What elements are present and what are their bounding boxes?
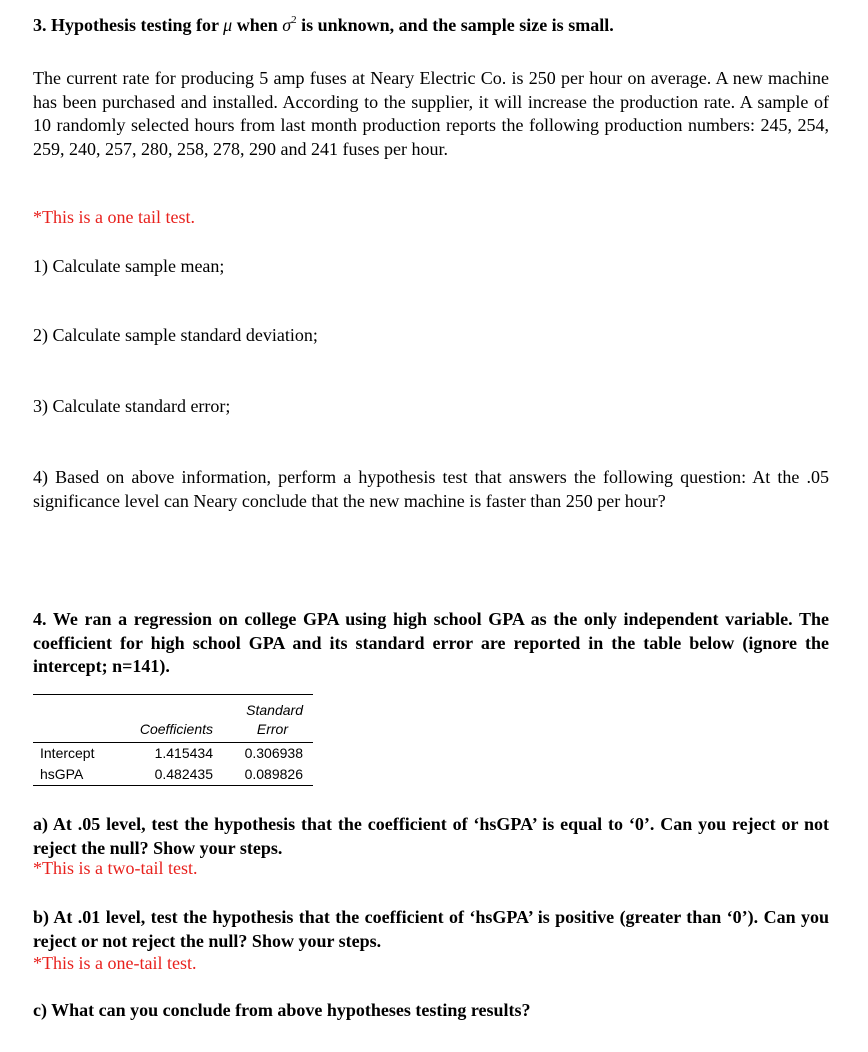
q3-title-when: when: [236, 15, 278, 35]
q3-item-1: 1) Calculate sample mean;: [33, 256, 225, 276]
table-top-rule: [33, 694, 313, 695]
q4-part-c: c) What can you conclude from above hypotheses testing results?: [33, 1000, 531, 1020]
table-bottom-rule: [33, 785, 313, 786]
mu-symbol: μ: [223, 15, 233, 35]
q3-title: [33, 15, 614, 36]
row-se-intercept: 0.306938: [244, 745, 303, 761]
header-coefficients: Coefficients: [139, 721, 213, 737]
regression-table: [33, 694, 313, 789]
q4-part-b-note: *This is a one-tail test.: [33, 953, 197, 973]
table-header-rule: [33, 742, 313, 743]
sigma-symbol: σ: [282, 15, 292, 35]
row-se-hsgpa: 0.089826: [244, 766, 303, 782]
q3-title-prefix: 3. Hypothesis testing for: [33, 15, 219, 35]
row-label-intercept: Intercept: [40, 745, 95, 761]
row-coef-intercept: 1.415434: [154, 745, 213, 761]
row-label-hsgpa: hsGPA: [40, 766, 84, 782]
q4-part-b: b) At .01 level, test the hypothesis that the coefficient of ‘hsGPA’ is positive (greater than ‘0’). Can you reject or not reject the null? Show your steps.: [33, 907, 829, 951]
q3-item-4: 4) Based on above information, perform a hypothesis test that answers the following question: At the .05 significance level can Neary conclude that the new machine is faster than 250 per hour?: [33, 467, 829, 511]
q3-item-3: 3) Calculate standard error;: [33, 396, 231, 416]
sigma-exponent: 2: [291, 14, 297, 26]
q4-part-a: a) At .05 level, test the hypothesis that the coefficient of ‘hsGPA’ is equal to ‘0’. Can you reject or not reject the null? Show your steps.: [33, 814, 829, 858]
row-coef-hsgpa: 0.482435: [154, 766, 213, 782]
q3-note: *This is a one tail test.: [33, 207, 195, 227]
q4-part-a-note: *This is a two-tail test.: [33, 858, 198, 878]
q3-item-2: 2) Calculate sample standard deviation;: [33, 325, 318, 345]
q3-paragraph: The current rate for producing 5 amp fuses at Neary Electric Co. is 250 per hour on average. A new machine has been purchased and installed. According to the supplier, it will increase the production rate. A sample of 10 randomly selected hours from last month production reports the following production numbers: 245, 254, 259, 240, 257, 280, 258, 278, 290 and 241 fuses per hour.: [33, 68, 829, 159]
q3-title-suffix: is unknown, and the sample size is small.: [301, 15, 614, 35]
header-se-line2: Error: [256, 721, 288, 737]
header-se-line1: Standard: [246, 702, 303, 718]
q4-intro: 4. We ran a regression on college GPA using high school GPA as the only independent variable. The coefficient for high school GPA and its standard error are reported in the table below (ignore the intercept; n=141).: [33, 609, 829, 676]
